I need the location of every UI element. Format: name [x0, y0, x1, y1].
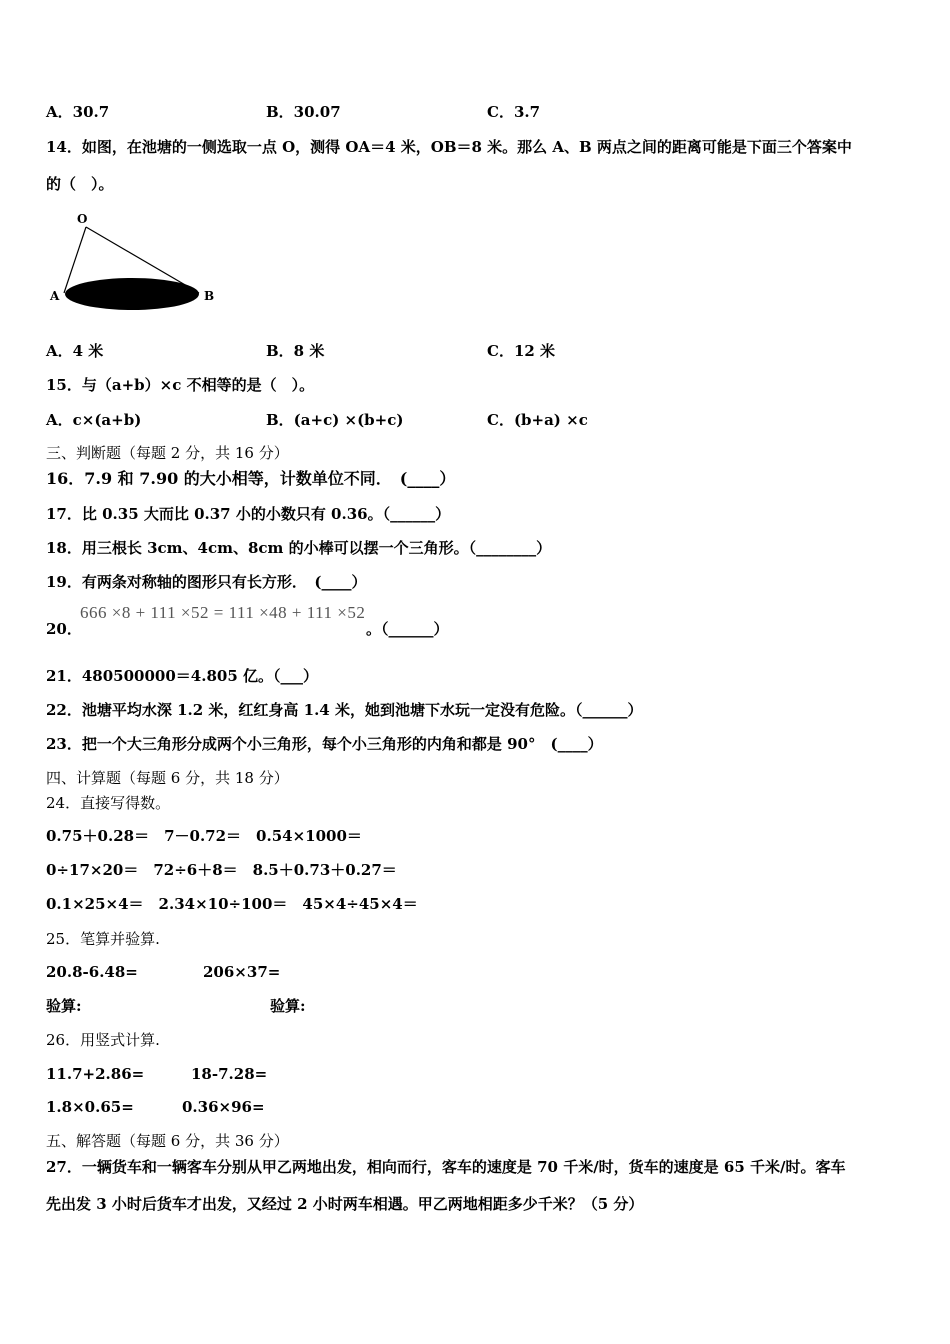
- q26-title: 26．用竖式计算.: [46, 1031, 160, 1049]
- section3-heading: 三、判断题（每题 2 分，共 16 分）: [46, 444, 289, 462]
- q24-row-2: 0÷17×20＝ 72÷6＋8＝ 8.5＋0.73＋0.27＝: [46, 861, 397, 879]
- q27-text-line1: 27．一辆货车和一辆客车分别从甲乙两地出发，相向而行，客车的速度是 70 千米/时，货车的速度是 65 千米/时。客车: [46, 1158, 846, 1176]
- q26-expr-1: 11.7+2.86=: [46, 1065, 145, 1083]
- section5-heading: 五、解答题（每题 6 分，共 36 分）: [46, 1132, 289, 1150]
- q26-expr-3: 1.8×0.65=: [46, 1098, 134, 1116]
- q15-option-a: A．c×(a+b): [46, 411, 142, 429]
- q19-text: 19．有两条对称轴的图形只有长方形． (____）: [46, 573, 367, 591]
- q14-option-b: B．8 米: [266, 342, 325, 360]
- section4-heading: 四、计算题（每题 6 分，共 18 分）: [46, 769, 289, 787]
- q26-expr-4: 0.36×96=: [182, 1098, 265, 1116]
- q21-text: 21．480500000＝4.805 亿。（___）: [46, 667, 319, 685]
- q27-text-line2: 先出发 3 小时后货车才出发，又经过 2 小时两车相遇。甲乙两地相距多少千米？（5 分）: [46, 1195, 644, 1213]
- q13-option-a: A．30.7: [46, 103, 110, 121]
- q25-expr-1: 20.8-6.48=: [46, 963, 138, 981]
- label-b: B: [204, 289, 215, 303]
- pond-figure: [44, 205, 224, 315]
- q24-row-3: 0.1×25×4＝ 2.34×10÷100＝ 45×4÷45×4＝: [46, 895, 418, 913]
- q14-option-a: A．4 米: [46, 342, 104, 360]
- q14-text-line2: 的（ ）。: [46, 175, 114, 193]
- q25-title: 25．笔算并验算.: [46, 930, 160, 948]
- q26-expr-2: 18-7.28=: [191, 1065, 268, 1083]
- q13-option-c: C．3.7: [487, 103, 541, 121]
- q22-text: 22．池塘平均水深 1.2 米，红红身高 1.4 米，她到池塘下水玩一定没有危险。（______）: [46, 701, 643, 719]
- q16-text: 16．7.9 和 7.90 的大小相等，计数单位不同． (____）: [46, 469, 456, 488]
- q25-expr-2: 206×37=: [203, 963, 281, 981]
- q15-option-c: C．(b+a) ×c: [487, 411, 588, 429]
- q17-text: 17．比 0.35 大而比 0.37 小的小数只有 0.36。（______）: [46, 505, 451, 523]
- q20-formula: 666 ×8 + 111 ×52 = 111 ×48 + 111 ×52: [80, 603, 366, 622]
- q13-option-b: B．30.07: [266, 103, 341, 121]
- q15-option-b: B．(a+c) ×(b+c): [266, 411, 404, 429]
- q18-text: 18．用三根长 3cm、4cm、8cm 的小棒可以摆一个三角形。（________）: [46, 539, 552, 557]
- q25-check-1: 验算:: [46, 997, 82, 1015]
- label-a: A: [50, 289, 60, 303]
- q14-text-line1: 14．如图，在池塘的一侧选取一点 O，测得 OA＝4 米，OB＝8 米。那么 A、B 两点之间的距离可能是下面三个答案中: [46, 138, 852, 156]
- q25-check-2: 验算:: [270, 997, 306, 1015]
- q20-tail: 。（______）: [366, 620, 449, 638]
- pond-ellipse: [65, 278, 199, 310]
- q24-row-1: 0.75＋0.28＝ 7－0.72＝ 0.54×1000＝: [46, 827, 362, 845]
- label-o: O: [77, 212, 88, 226]
- q15-text: 15．与（a+b）×c 不相等的是（ ）。: [46, 376, 315, 394]
- q14-option-c: C．12 米: [487, 342, 556, 360]
- q23-text: 23．把一个大三角形分成两个小三角形，每个小三角形的内角和都是 90° (____）: [46, 735, 603, 753]
- q20-number: 20．: [46, 620, 82, 638]
- q24-title: 24．直接写得数。: [46, 794, 171, 812]
